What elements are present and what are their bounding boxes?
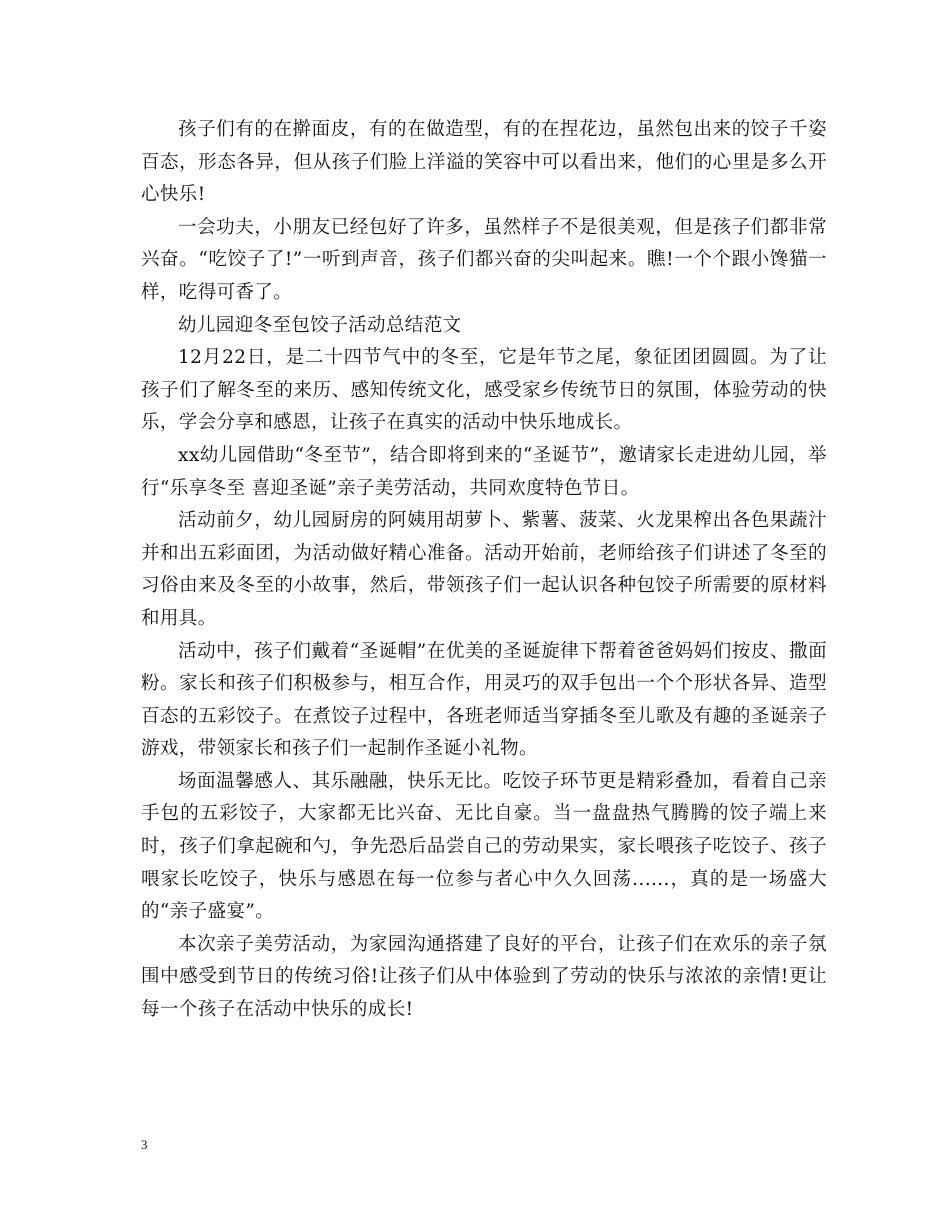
page-number: 3 bbox=[141, 1137, 148, 1152]
paragraph-eating-dumplings: 一会功夫，小朋友已经包好了许多，虽然样子不是很美观，但是孩子们都非常兴奋。“吃饺子了!”一听到声音，孩子们都兴奋的尖叫起来。瞧!一个个跟小馋猫一样，吃得可香了。 bbox=[141, 216, 827, 303]
section-heading: 幼儿园迎冬至包饺子活动总结范文 bbox=[178, 314, 462, 336]
paragraph-dumpling-making: 孩子们有的在擀面皮，有的在做造型，有的在捏花边，虽然包出来的饺子千姿百态，形态各异，但从孩子们脸上洋溢的笑容中可以看出来，他们的心里是多么开心快乐! bbox=[141, 119, 827, 206]
paragraph-activity: 活动中，孩子们戴着“圣诞帽”在优美的圣诞旋律下帮着爸爸妈妈们按皮、撒面粉。家长和孩子们积极参与，相互合作，用灵巧的双手包出一个个形状各异、造型百态的五彩饺子。在煮饺子过程中，各班老师适当穿插冬至儿歌及有趣的圣诞亲子游戏，带领家长和孩子们一起制作圣诞小礼物。 bbox=[141, 640, 827, 760]
paragraph-winter-solstice-intro: 12月22日，是二十四节气中的冬至，它是年节之尾，象征团团圆圆。为了让孩子们了解冬至的来历、感知传统文化，感受家乡传统节日的氛围，体验劳动的快乐，学会分享和感恩，让孩子在真实的活动中快乐地成长。 bbox=[141, 347, 827, 434]
paragraph-preparation: 活动前夕，幼儿园厨房的阿姨用胡萝卜、紫薯、菠菜、火龙果榨出各色果蔬汁并和出五彩面团，为活动做好精心准备。活动开始前，老师给孩子们讲述了冬至的习俗由来及冬至的小故事，然后，带领孩子们一起认识各种包饺子所需要的原材料和用具。 bbox=[141, 510, 827, 629]
paragraph-atmosphere: 场面温馨感人、其乐融融，快乐无比。吃饺子环节更是精彩叠加，看着自己亲手包的五彩饺子，大家都无比兴奋、无比自豪。当一盘盘热气腾腾的饺子端上来时，孩子们拿起碗和勺，争先恐后品尝自己的劳动果实，家长喂孩子吃饺子、孩子喂家长吃饺子，快乐与感恩在每一位参与者心中久久回荡......，真的是一场盛大的“亲子盛宴”。 bbox=[141, 770, 827, 923]
paragraph-conclusion: 本次亲子美劳活动，为家园沟通搭建了良好的平台，让孩子们在欢乐的亲子氛围中感受到节日的传统习俗!让孩子们从中体验到了劳动的快乐与浓浓的亲情!更让每一个孩子在活动中快乐的成长! bbox=[141, 933, 827, 1021]
paragraph-parent-invitation: xx幼儿园借助“冬至节”，结合即将到来的“圣诞节”，邀请家长走进幼儿园，举行“乐享冬至 喜迎圣诞”亲子美劳活动，共同欢度特色节日。 bbox=[141, 444, 827, 499]
document-body bbox=[141, 114, 827, 1027]
